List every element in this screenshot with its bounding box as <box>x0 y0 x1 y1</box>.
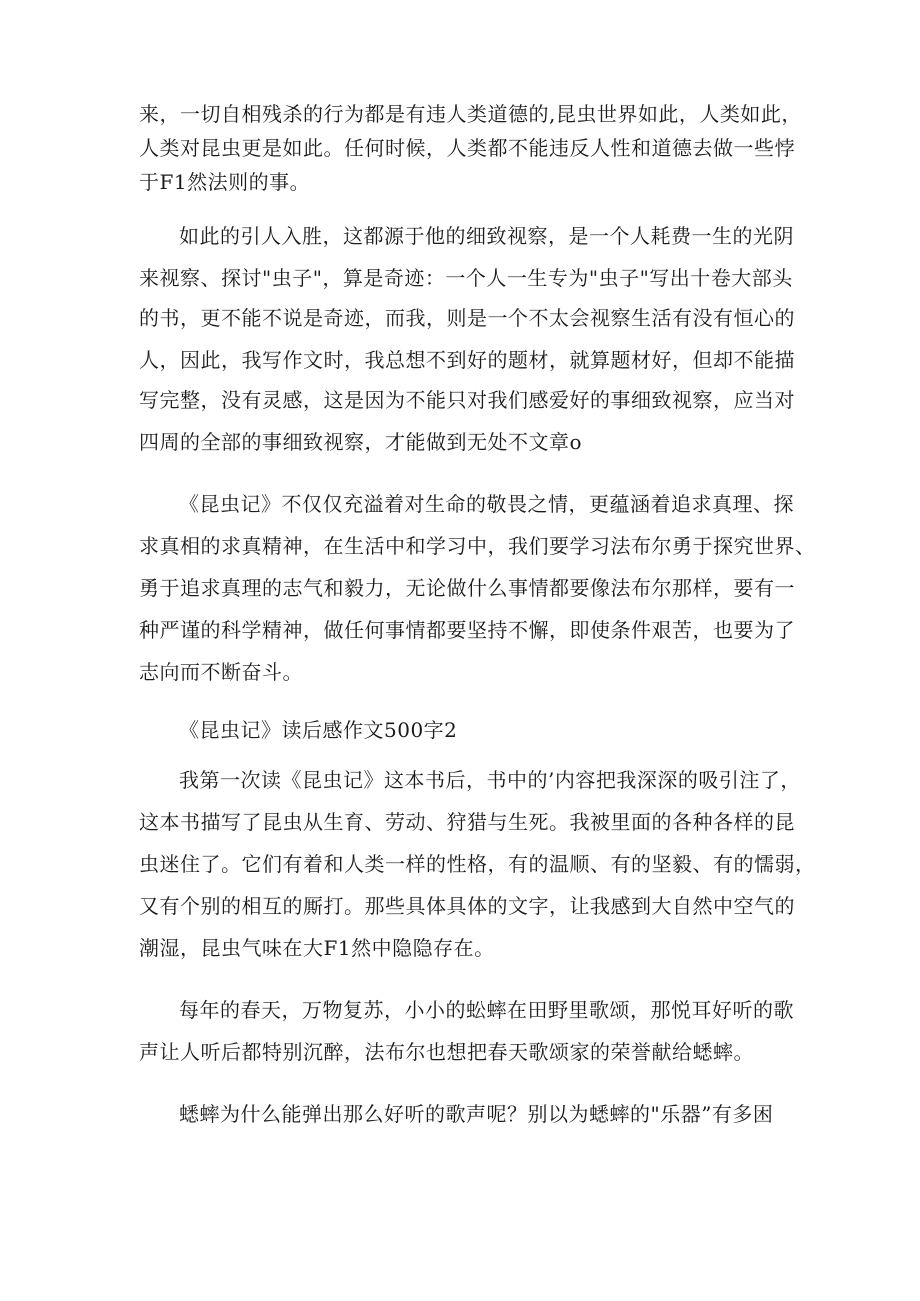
text-line: 声让人听后都特别沉醉，法布尔也想把春天歌颂家的荣誉献给蟋蟀。 <box>139 1040 754 1064</box>
text-line: 志向而不断奋斗。 <box>139 660 303 684</box>
text-line: 虫迷住了。它们有着和人类一样的性格，有的温顺、有的坚毅、有的懦弱， <box>139 852 816 876</box>
section-heading: 《昆虫记》读后感作文500字2 <box>179 718 458 742</box>
text-line: 写完整，没有灵感，这是因为不能只对我们感爱好的事细致视察，应当对 <box>139 388 795 412</box>
text-line: 于F1然法则的事。 <box>139 170 311 194</box>
text-line: 种严谨的科学精神，做任何事情都要坚持不懈，即使条件艰苦，也要为了 <box>139 618 795 642</box>
text-line: 蟋蟀为什么能弹出那么好听的歌声呢？别以为蟋蟀的"乐器”有多困 <box>179 1102 774 1126</box>
text-line: 潮湿，昆虫气味在大F1然中隐隐存在。 <box>139 936 495 960</box>
text-line: 的书，更不能不说是奇迹，而我，则是一个不太会视察生活有没有恒心的 <box>139 306 795 330</box>
text-line: 每年的春天，万物复苏，小小的蚣蟀在田野里歌颂，那悦耳好听的歌 <box>179 998 794 1022</box>
text-line: 人类对昆虫更是如此。任何时候，人类都不能违反人性和道德去做一些悖 <box>139 136 795 160</box>
text-line: 这本书描写了昆虫从生育、劳动、狩猎与生死。我被里面的各种各样的昆 <box>139 810 795 834</box>
text-line: 来，一切自相残杀的行为都是有违人类道德的,昆虫世界如此，人类如此， <box>139 102 802 126</box>
text-line: 四周的全部的事细致视察，才能做到无处不文章o <box>139 430 583 454</box>
text-line: 如此的引人入胜，这都源于他的细致视察，是一个人耗费一生的光阴 <box>179 224 794 248</box>
text-line: 我第一次读《昆虫记》这本书后，书中的’内容把我深深的吸引注了， <box>179 768 801 792</box>
text-line: 又有个别的相互的厮打。那些具体具体的文字，让我感到大自然中空气的 <box>139 894 795 918</box>
text-line: 勇于追求真理的志气和毅力，无论做什么事情都要像法布尔那样，要有一 <box>139 576 795 600</box>
text-line: 求真相的求真精神，在生活中和学习中，我们要学习法布尔勇于探究世界、 <box>139 534 816 558</box>
text-line: 《昆虫记》不仅仅充溢着对生命的敬畏之情，更蕴涵着追求真理、探 <box>179 492 794 516</box>
text-line: 人，因此，我写作文时，我总想不到好的题材，就算题材好，但却不能描 <box>139 348 795 372</box>
text-line: 来视察、探讨"虫子"，算是奇迹：一个人一生专为"虫子"写出十卷大部头 <box>139 266 793 290</box>
